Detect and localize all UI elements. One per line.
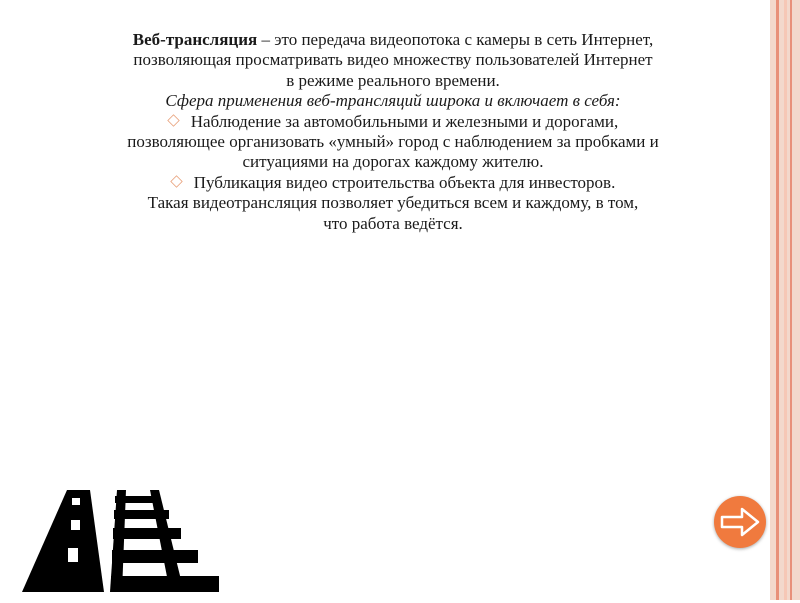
- bullet-diamond-icon: [167, 114, 179, 126]
- right-arrow-icon: [714, 496, 766, 548]
- border-stripe: [776, 0, 779, 600]
- definition-line-2: позволяющая просматривать видео множеству пользователей Интернет: [133, 50, 653, 70]
- right-decorative-border: [770, 0, 800, 600]
- definition-text: – это передача видеопотока с камеры в сеть Интернет,: [257, 30, 654, 49]
- definition-line-1: [28, 30, 758, 50]
- bullet-diamond-icon: [170, 175, 182, 187]
- next-slide-button[interactable]: [714, 496, 766, 548]
- bullet-item-1: [28, 112, 758, 132]
- scope-heading: Сфера применения веб-трансляций широка и включает в себя:: [165, 91, 621, 111]
- bullet-2-line-3: что работа ведётся.: [323, 213, 463, 233]
- bullet-item-2: [28, 173, 758, 193]
- bullet-2-line-2: Такая видеотрансляция позволяет убедиться всем и каждому, в том,: [147, 193, 639, 213]
- bullet-1-title: Наблюдение за автомобильными и железными и дорогами,: [190, 111, 619, 131]
- road-rail-logo: [22, 488, 242, 598]
- bullet-2-title: Публикация видео строительства объекта для инвесторов.: [193, 172, 616, 192]
- definition-line-3: в режиме реального времени.: [286, 70, 500, 90]
- term-web-broadcast: Веб-трансляция: [132, 30, 258, 49]
- bullet-1-line-2: позволяющее организовать «умный» город с наблюдением за пробками и: [127, 131, 659, 151]
- road-rail-logo-icon: [22, 488, 242, 598]
- bullet-1-line-3: ситуациями на дорогах каждому жителю.: [242, 152, 544, 172]
- border-stripe: [790, 0, 792, 600]
- slide-body: [28, 30, 758, 234]
- border-stripe: [784, 0, 787, 600]
